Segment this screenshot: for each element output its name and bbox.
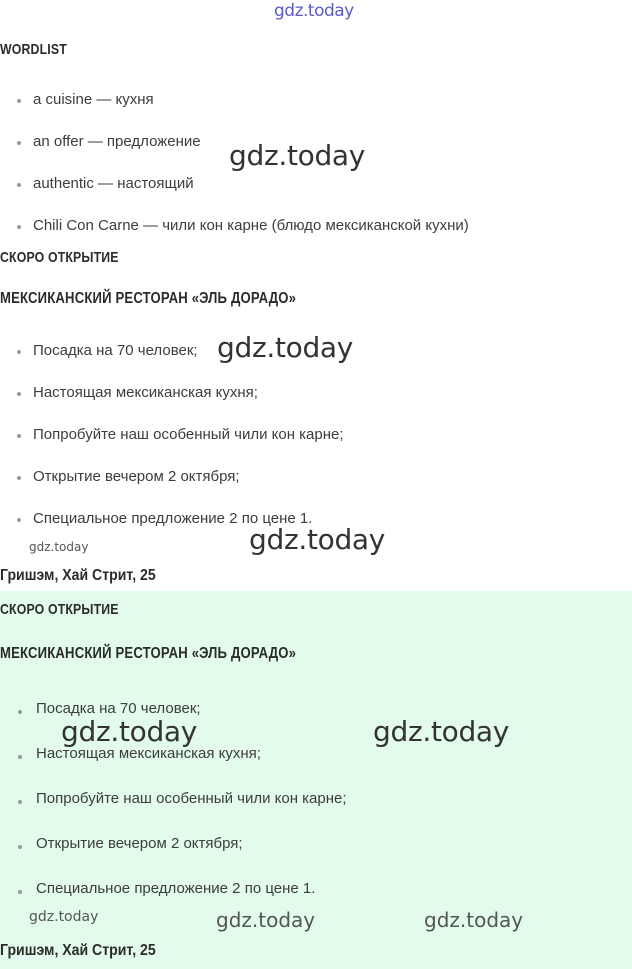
restaurant-heading: МЕКСИКАНСКИЙ РЕСТОРАН «ЭЛЬ ДОРАДО» xyxy=(0,290,297,307)
bullet-icon xyxy=(17,99,21,103)
watermark-top: gdz.today xyxy=(274,1,354,21)
bullet-icon xyxy=(17,225,21,229)
bullet-icon xyxy=(17,434,21,438)
bullet-icon xyxy=(17,392,21,396)
bullet-icon xyxy=(17,350,21,354)
watermark: gdz.today xyxy=(229,139,366,172)
list-item: Попробуйте наш особенный чили кон карне; xyxy=(36,790,347,807)
wordlist-item: authentic — настоящий xyxy=(33,175,194,192)
list-item: Настоящая мексиканская кухня; xyxy=(36,745,261,762)
watermark: gdz.today xyxy=(216,908,316,932)
bullet-icon xyxy=(17,183,21,187)
watermark: gdz.today xyxy=(61,715,198,748)
wordlist-item: an offer — предложение xyxy=(33,133,201,150)
watermark: gdz.today xyxy=(29,909,99,925)
wordlist-heading: WORDLIST xyxy=(0,41,67,58)
bullet-icon xyxy=(18,710,22,714)
bullet-icon xyxy=(17,518,21,522)
coming-soon-heading: СКОРО ОТКРЫТИЕ xyxy=(0,249,119,266)
list-item: Попробуйте наш особенный чили кон карне; xyxy=(33,426,344,443)
bullet-icon xyxy=(18,755,22,759)
list-item: Специальное предложение 2 по цене 1. xyxy=(33,510,313,527)
address: Гришэм, Хай Стрит, 25 xyxy=(0,567,156,584)
list-item: Специальное предложение 2 по цене 1. xyxy=(36,880,316,897)
address: Гришэм, Хай Стрит, 25 xyxy=(0,942,156,959)
list-item: Открытие вечером 2 октября; xyxy=(36,835,243,852)
wordlist-item: Chili Con Carne — чили кон карне (блюдо мексиканской кухни) xyxy=(33,217,469,234)
bullet-icon xyxy=(17,476,21,480)
list-item: Посадка на 70 человек; xyxy=(36,700,201,717)
list-item: Посадка на 70 человек; xyxy=(33,342,198,359)
list-item: Настоящая мексиканская кухня; xyxy=(33,384,258,401)
coming-soon-heading: СКОРО ОТКРЫТИЕ xyxy=(0,601,119,618)
wordlist-item: a cuisine — кухня xyxy=(33,91,154,108)
restaurant-heading: МЕКСИКАНСКИЙ РЕСТОРАН «ЭЛЬ ДОРАДО» xyxy=(0,645,297,662)
bullet-icon xyxy=(18,890,22,894)
watermark: gdz.today xyxy=(29,540,89,554)
watermark: gdz.today xyxy=(217,331,354,364)
bullet-icon xyxy=(17,141,21,145)
watermark: gdz.today xyxy=(373,715,510,748)
bullet-icon xyxy=(18,845,22,849)
bullet-icon xyxy=(18,800,22,804)
watermark: gdz.today xyxy=(424,908,524,932)
watermark: gdz.today xyxy=(249,523,386,556)
list-item: Открытие вечером 2 октября; xyxy=(33,468,240,485)
